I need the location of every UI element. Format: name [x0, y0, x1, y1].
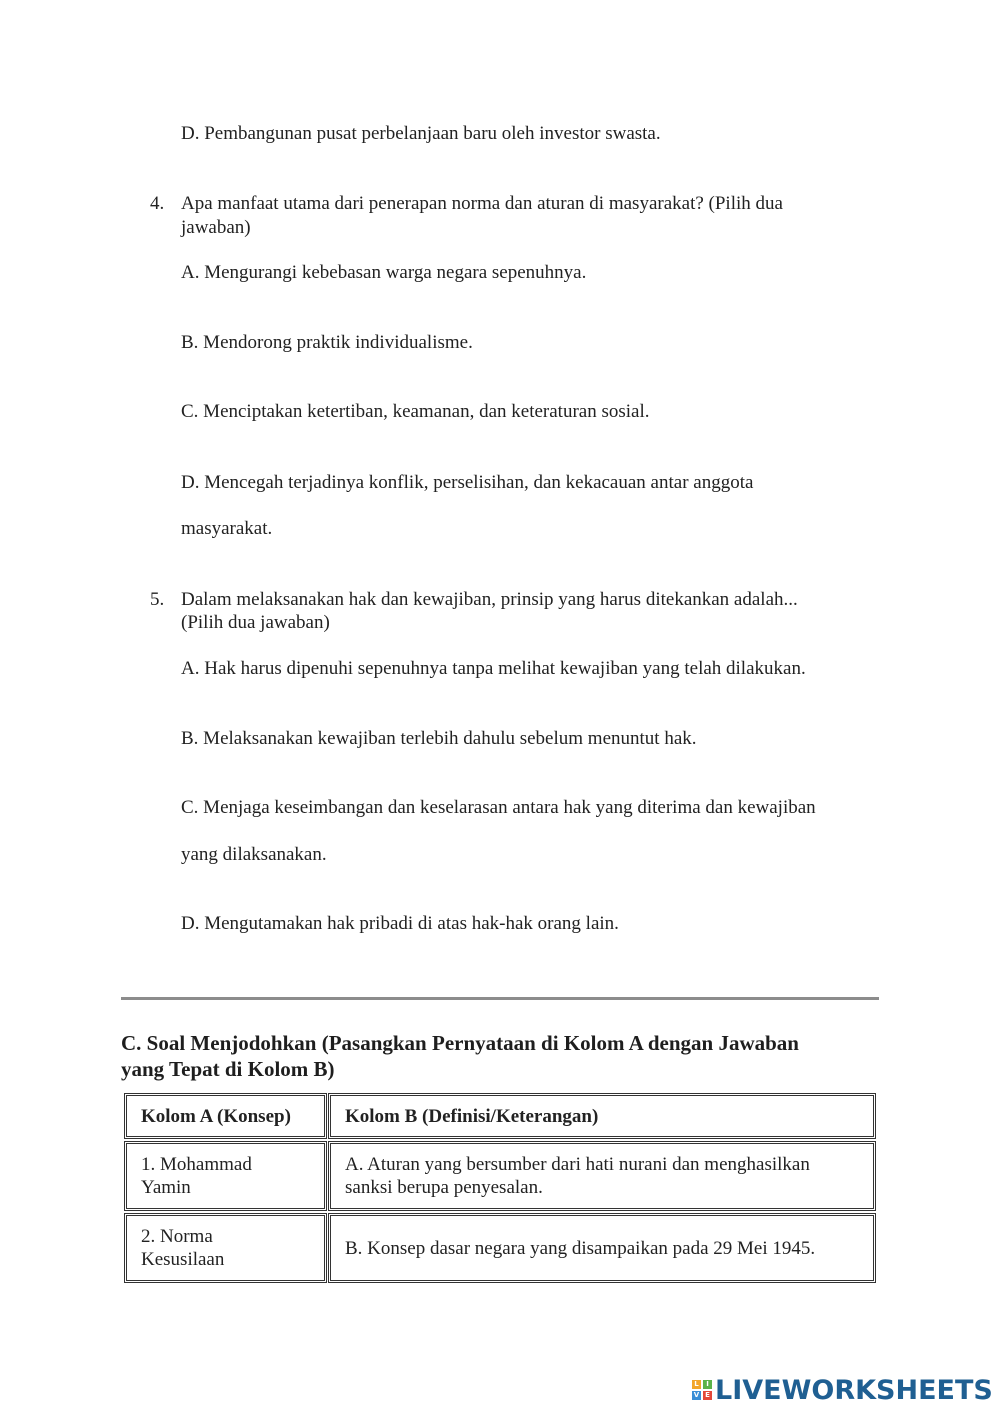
table-header-kolom-b: Kolom B (Definisi/Keterangan) [328, 1093, 876, 1139]
q5-option-c-line2[interactable]: yang dilaksanakan. [181, 844, 327, 865]
table-row-1-b-line2: sanksi berupa penyesalan. [345, 1177, 543, 1198]
table-row-2-b-line1: B. Konsep dasar negara yang disampaikan pada 29 Mei 1945. [345, 1237, 816, 1259]
table-row-2-a-line2: Kesusilaan [141, 1249, 225, 1270]
mark-letter-v: V [693, 1391, 700, 1399]
mark-letter-i: I [703, 1380, 712, 1389]
liveworksheets-wordmark: LIVEWORKSHEETS [715, 1374, 993, 1406]
section-c-title-line1: C. Soal Menjodohkan (Pasangkan Pernyataan di Kolom A dengan Jawaban [121, 1031, 799, 1055]
table-row-2-kolom-a [124, 1213, 327, 1283]
q4-question-line1: Apa manfaat utama dari penerapan norma dan aturan di masyarakat? (Pilih dua [181, 193, 783, 214]
liveworksheets-logo[interactable] [692, 1375, 993, 1405]
q4-option-c[interactable]: C. Menciptakan ketertiban, keamanan, dan keteraturan sosial. [181, 401, 650, 422]
q3-option-d: D. Pembangunan pusat perbelanjaan baru oleh investor swasta. [181, 123, 661, 144]
table-row-1-a-line1: 1. Mohammad [141, 1154, 252, 1175]
q4-option-d-line1[interactable]: D. Mencegah terjadinya konflik, perselisihan, dan kekacauan antar anggota [181, 472, 754, 493]
section-divider [121, 997, 879, 1000]
table-row-1-b-line1: A. Aturan yang bersumber dari hati nurani dan menghasilkan [345, 1154, 810, 1175]
q5-number: 5. [150, 589, 165, 610]
table-row-1-kolom-a [124, 1141, 327, 1211]
table-row-2-a-line1: 2. Norma [141, 1226, 213, 1247]
mark-letter-e: E [703, 1391, 712, 1400]
q5-option-a[interactable]: A. Hak harus dipenuhi sepenuhnya tanpa melihat kewajiban yang telah dilakukan. [181, 658, 806, 679]
liveworksheets-mark-icon [692, 1380, 712, 1400]
q4-question-line2: jawaban) [181, 217, 251, 238]
q5-question-line2: (Pilih dua jawaban) [181, 612, 330, 633]
q4-option-a[interactable]: A. Mengurangi kebebasan warga negara sepenuhnya. [181, 262, 587, 283]
q5-option-b[interactable]: B. Melaksanakan kewajiban terlebih dahulu sebelum menuntut hak. [181, 728, 697, 749]
mark-letter-l: L [692, 1380, 701, 1389]
table-row-1-a-line2: Yamin [141, 1177, 191, 1198]
q5-question-line1: Dalam melaksanakan hak dan kewajiban, prinsip yang harus ditekankan adalah... [181, 589, 798, 610]
table-row-1-kolom-b [328, 1141, 876, 1211]
table-header-kolom-a: Kolom A (Konsep) [124, 1093, 327, 1139]
q4-option-d-line2[interactable]: masyarakat. [181, 518, 273, 539]
section-c-title-line2: yang Tepat di Kolom B) [121, 1057, 335, 1081]
q4-option-b[interactable]: B. Mendorong praktik individualisme. [181, 332, 473, 353]
q4-number: 4. [150, 193, 165, 214]
table-row-2-kolom-b [328, 1213, 876, 1283]
q5-option-c-line1[interactable]: C. Menjaga keseimbangan dan keselarasan antara hak yang diterima dan kewajiban [181, 797, 816, 818]
q5-option-d[interactable]: D. Mengutamakan hak pribadi di atas hak-hak orang lain. [181, 913, 619, 934]
